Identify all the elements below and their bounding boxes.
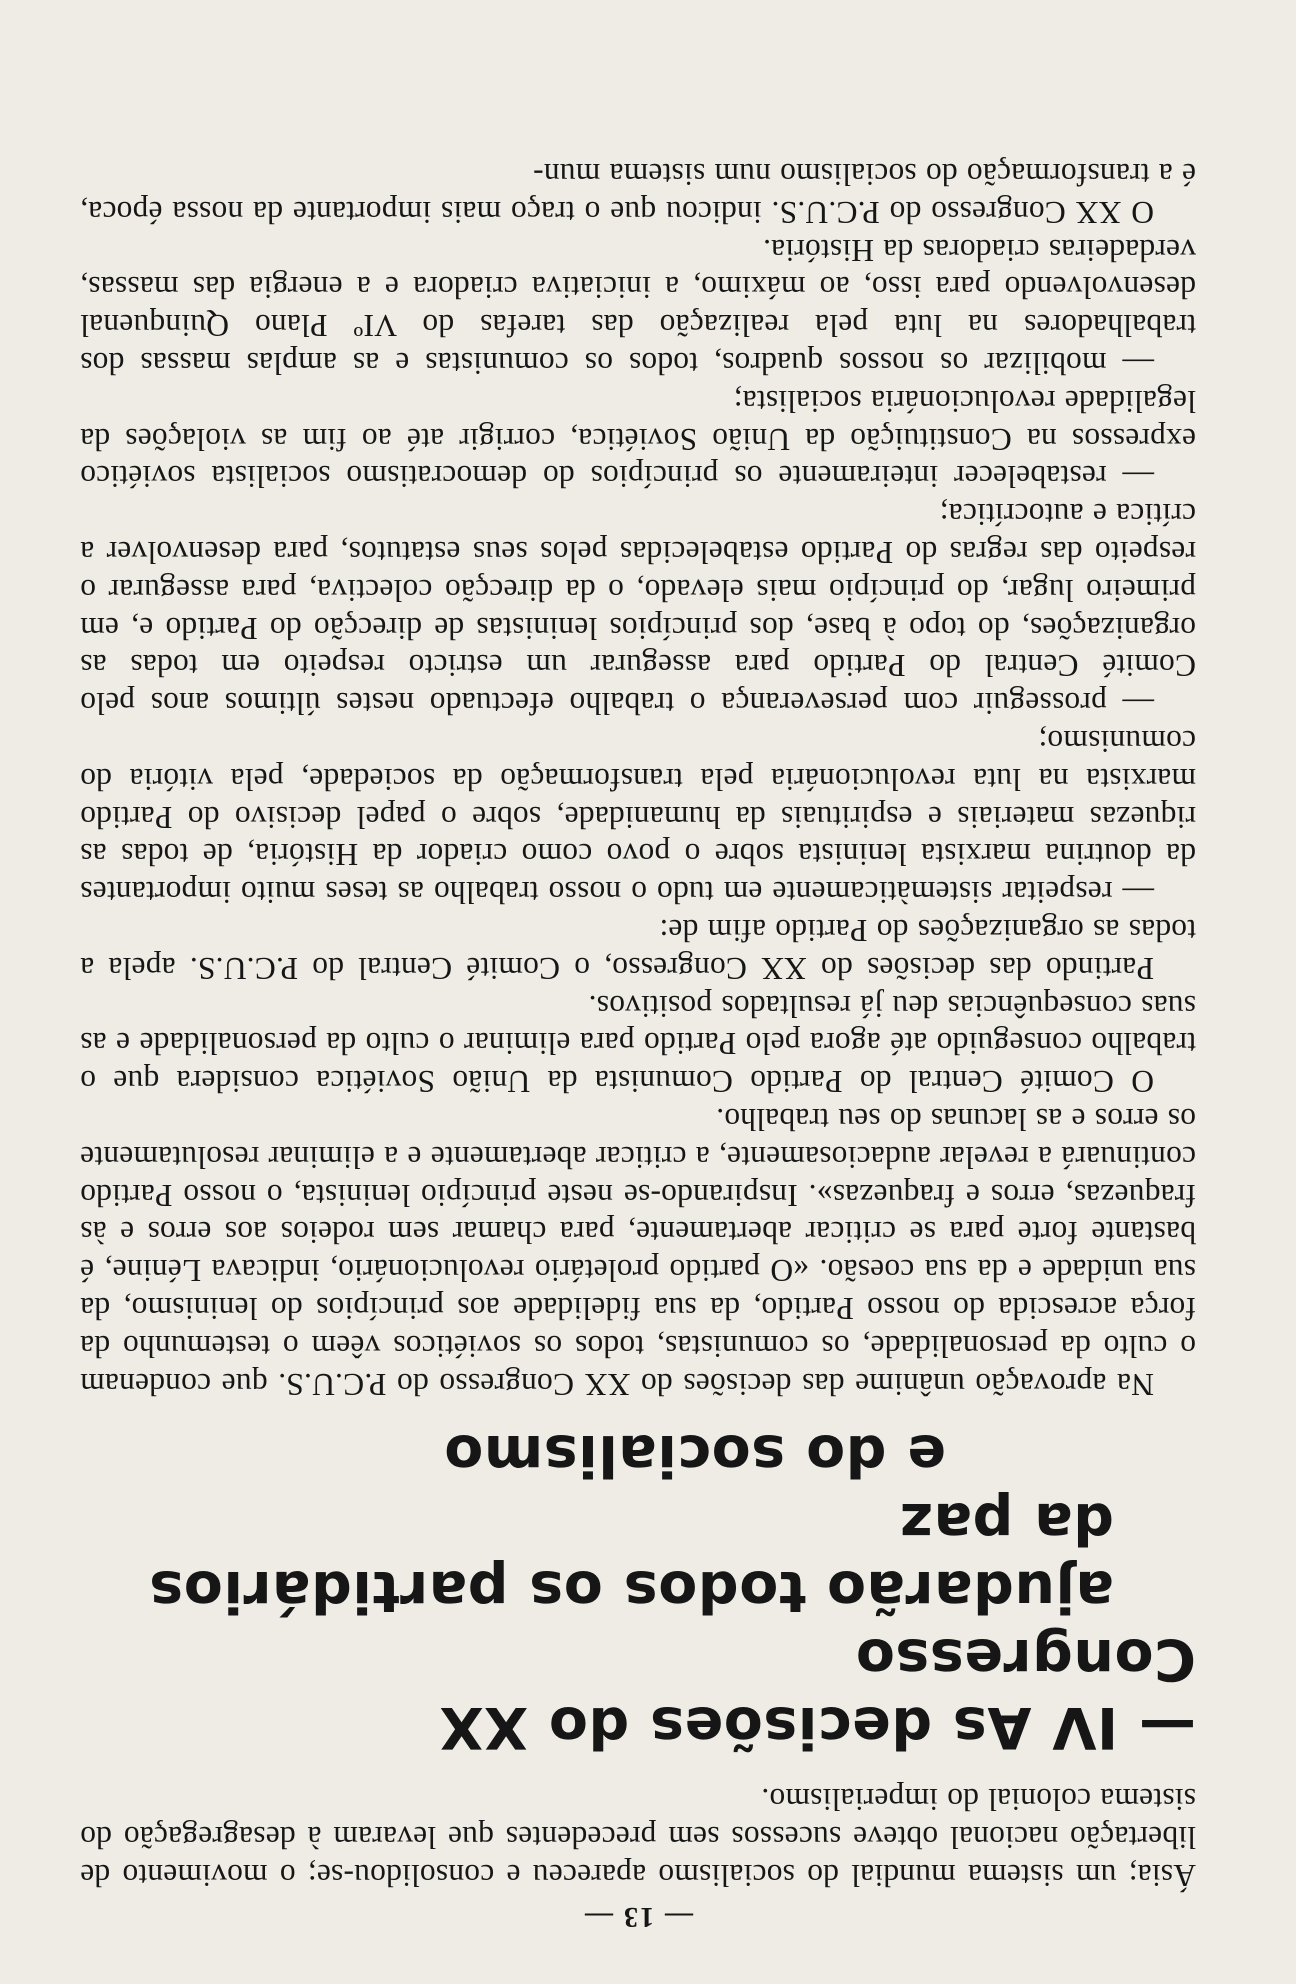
document-page	[80, 155, 1196, 1932]
section-heading	[80, 1421, 1196, 1761]
list-item-mobilize-cadres: — mobilizar os nossos quadros, todos os comunistas e as amplas massas dos trabalhadores na luta pela realização das tarefas do VIº Plano Quinquenal desenvolvendo para isso, ao máximo, a iniciativa criadora e a energia das massas, verdadeiras criadoras da História.	[80, 232, 1196, 382]
intro-paragraph: Ásia; um sistema mundial do socialismo apareceu e consolidou-se; o movimento de libertação nacional obteve sucessos sem precedentes que levaram à desagregação do sistema colonial do imperialismo.	[80, 1782, 1196, 1893]
paragraph-appeal: Partindo das decisões do XX Congresso, o Comité Central do P.C.U.S. apela a todas as organizações do Partido afim de:	[80, 913, 1196, 986]
list-item-continue-work: — prosseguir com perseverança o trabalho efectuado nestes últimos anos pelo Comité Central do Partido para assegurar um estricto respeito em todas as organizações, do topo à base, dos princípios leninistas de direcção do Partido e, em primeiro lugar, do princípio mais elevado, o da direcção colectiva, para assegurar o respeito das regras do Partido estabelecidas pelos seus estatutos, para desenvolver a crítica e autocrítica;	[80, 497, 1196, 722]
paragraph-approval: Na aprovação unânime das decisões do XX Congresso do P.C.U.S. que condenam o culto da personalidade, os comunistas, todos os soviéticos vêem o testemunho da força acrescida do nosso Partido, da sua fidelidade aos princípios do leninismo, da sua unidade e da sua coesão. «O partido proletário revolucionário, indicava Lénine, é bastante forte para se criticar abertamente, para chamar sem rodeios aos erros e às fraquezas, erros e fraquezas». Inspirando-se neste princípio leninista, o nosso Partido continuará a revelar audaciosamente, a criticar abertamente e a eliminar resolutamente os erros e as lacunas do seu trabalho.	[80, 1102, 1196, 1402]
page-number: — 13 —	[583, 1901, 693, 1932]
list-item-respect-theses: — respeitar sistemàticamente em tudo o nosso trabalho as teses muito importantes da doutrina marxista leninista sobre o povo como criador da História, de todas as riquezas materiais e espirituais da humanidade, sobre o papel decisivo do Partido marxista na luta revolucionária pela transformação da sociedade, pela vitória do comunismo;	[80, 724, 1196, 911]
paragraph-central-committee: O Comité Central do Partido Comunista da União Soviética considera que o trabalho conseguido até agora pelo Partido para eliminar o culto da personalidade e as suas consequências deu já resultados positivos.	[80, 988, 1196, 1100]
heading-line-2: ajudarão todos os partidários da paz	[148, 1489, 1114, 1624]
list-item-restore-democratism: — restabelecer inteiramente os princípios do democratismo socialista soviético expressos na Constituição da União Soviética, corrigir até ao fim as violações da legalidade revolucionária socialista;	[80, 383, 1196, 495]
paragraph-final: O XX Congresso do P.C.U.S. indicou que o traço mais importante da nossa época, é a transformação do socialismo num sistema mun-	[80, 157, 1196, 230]
heading-line-1: — IV As decisões do XX Congresso	[439, 1625, 1196, 1760]
heading-line-3: e do socialismo	[443, 1421, 946, 1488]
